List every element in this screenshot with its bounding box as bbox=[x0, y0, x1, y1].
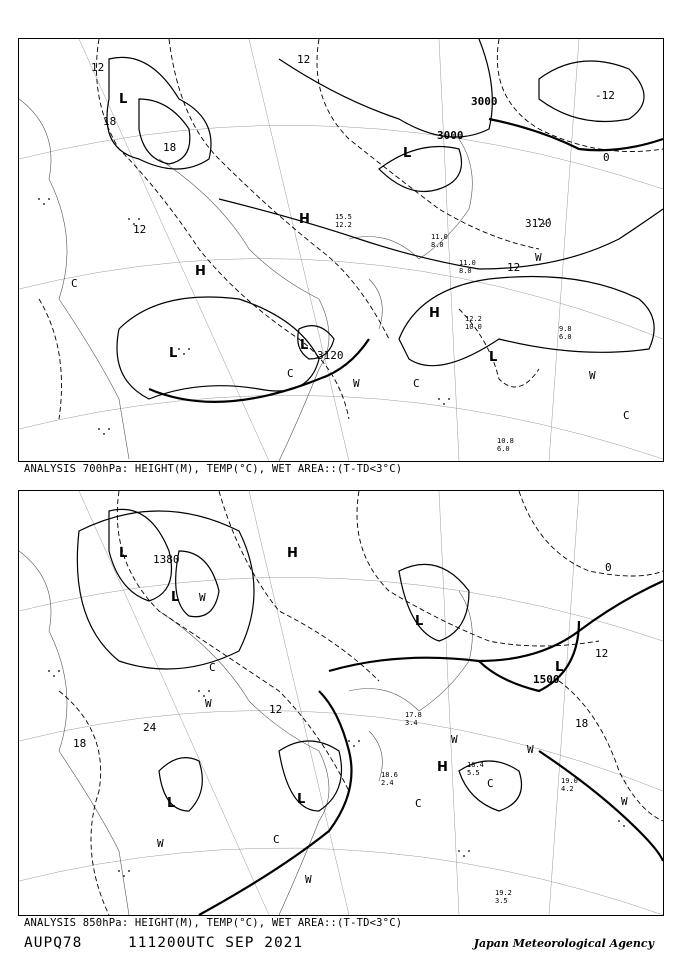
station-value: 5.5 bbox=[467, 769, 480, 777]
height-label: 1500 bbox=[533, 673, 560, 686]
air-mark: W bbox=[305, 873, 312, 886]
high-center: H bbox=[287, 546, 298, 561]
station-value: 10.8 bbox=[497, 437, 514, 445]
air-mark: C bbox=[287, 367, 294, 380]
air-mark: W bbox=[353, 377, 360, 390]
caption-850hpa: ANALYSIS 850hPa: HEIGHT(M), TEMP(°C), WET AREA::(T-TD<3°C) bbox=[24, 917, 403, 929]
coastline bbox=[19, 551, 472, 915]
temp-label: 18 bbox=[163, 141, 177, 154]
air-mark: W bbox=[535, 251, 542, 264]
station-value: 8.0 bbox=[459, 267, 472, 275]
valid-time: 111200UTC SEP 2021 bbox=[128, 935, 304, 951]
air-mark: W bbox=[157, 837, 164, 850]
temp-label: 0 bbox=[605, 561, 612, 574]
temp-label: 12 bbox=[297, 53, 311, 66]
station-value: 19.0 bbox=[561, 777, 578, 785]
low-center: L bbox=[169, 346, 178, 361]
low-center: L bbox=[119, 92, 128, 107]
air-mark: C bbox=[487, 777, 494, 790]
height-label: 1380 bbox=[153, 553, 180, 566]
temp-label: 0 bbox=[603, 151, 610, 164]
air-mark: C bbox=[273, 833, 280, 846]
graticule bbox=[19, 491, 663, 915]
air-mark: C bbox=[413, 377, 420, 390]
station-value: 17.8 bbox=[405, 711, 422, 719]
station-value: 4.2 bbox=[561, 785, 574, 793]
low-center: L bbox=[171, 590, 180, 605]
station-value: 18.6 bbox=[381, 771, 398, 779]
temp-label: 12 bbox=[91, 61, 105, 74]
low-center: L bbox=[489, 350, 498, 365]
air-mark: W bbox=[205, 697, 212, 710]
station-value: 6.0 bbox=[497, 445, 510, 453]
low-center: L bbox=[167, 796, 176, 811]
air-mark: W bbox=[621, 795, 628, 808]
map-700hpa-svg bbox=[19, 39, 663, 461]
temp-label: 12 bbox=[133, 223, 147, 236]
low-center: L bbox=[403, 146, 412, 161]
station-value: 11.0 bbox=[431, 233, 448, 241]
temp-label: 12 bbox=[507, 261, 521, 274]
station-value: 18.4 bbox=[467, 761, 484, 769]
bulletin-code: AUPQ78 bbox=[24, 935, 83, 951]
map-850hpa-svg bbox=[19, 491, 663, 915]
low-center: L bbox=[555, 660, 564, 675]
low-center: L bbox=[297, 792, 306, 807]
station-value: 10.0 bbox=[465, 323, 482, 331]
station-value: 12.2 bbox=[465, 315, 482, 323]
station-value: 6.0 bbox=[559, 333, 572, 341]
temp-label: 12 bbox=[595, 647, 609, 660]
wet-area-stipple bbox=[48, 670, 630, 877]
chart-700hpa bbox=[18, 38, 664, 462]
high-center: H bbox=[437, 760, 448, 775]
height-label: 3000 bbox=[471, 95, 498, 108]
high-center: H bbox=[299, 212, 310, 227]
air-mark: C bbox=[209, 661, 216, 674]
air-mark: W bbox=[527, 743, 534, 756]
station-value: 11.0 bbox=[459, 259, 476, 267]
temp-label: 18 bbox=[73, 737, 87, 750]
air-mark: C bbox=[71, 277, 78, 290]
air-mark: W bbox=[589, 369, 596, 382]
isotherms bbox=[59, 491, 663, 915]
graticule bbox=[19, 39, 663, 461]
caption-700hpa: ANALYSIS 700hPa: HEIGHT(M), TEMP(°C), WET AREA::(T-TD<3°C) bbox=[24, 463, 403, 475]
station-value: 3.5 bbox=[495, 897, 508, 905]
agency-name: Japan Meteorological Agency bbox=[473, 937, 654, 950]
station-value: 9.8 bbox=[559, 325, 572, 333]
temp-label: 18 bbox=[575, 717, 589, 730]
temp-label: 24 bbox=[143, 721, 157, 734]
height-label: 3120 bbox=[525, 217, 552, 230]
temp-label: -12 bbox=[595, 89, 615, 102]
low-center: L bbox=[300, 338, 309, 353]
temp-label: 12 bbox=[269, 703, 283, 716]
station-value: 2.4 bbox=[381, 779, 394, 787]
high-center: H bbox=[429, 306, 440, 321]
low-center: L bbox=[415, 614, 424, 629]
air-mark: W bbox=[451, 733, 458, 746]
station-value: 12.2 bbox=[335, 221, 352, 229]
height-contours bbox=[107, 39, 663, 402]
station-value: 3.4 bbox=[405, 719, 418, 727]
high-center: H bbox=[195, 264, 206, 279]
station-value: 15.5 bbox=[335, 213, 352, 221]
height-contours bbox=[77, 509, 663, 915]
low-center: L bbox=[119, 546, 128, 561]
air-mark: C bbox=[623, 409, 630, 422]
air-mark: W bbox=[199, 591, 206, 604]
station-value: 8.0 bbox=[431, 241, 444, 249]
height-label: 3120 bbox=[317, 349, 344, 362]
chart-850hpa bbox=[18, 490, 664, 916]
temp-label: 18 bbox=[103, 115, 117, 128]
air-mark: C bbox=[415, 797, 422, 810]
station-value: 19.2 bbox=[495, 889, 512, 897]
height-label: 3000 bbox=[437, 129, 464, 142]
